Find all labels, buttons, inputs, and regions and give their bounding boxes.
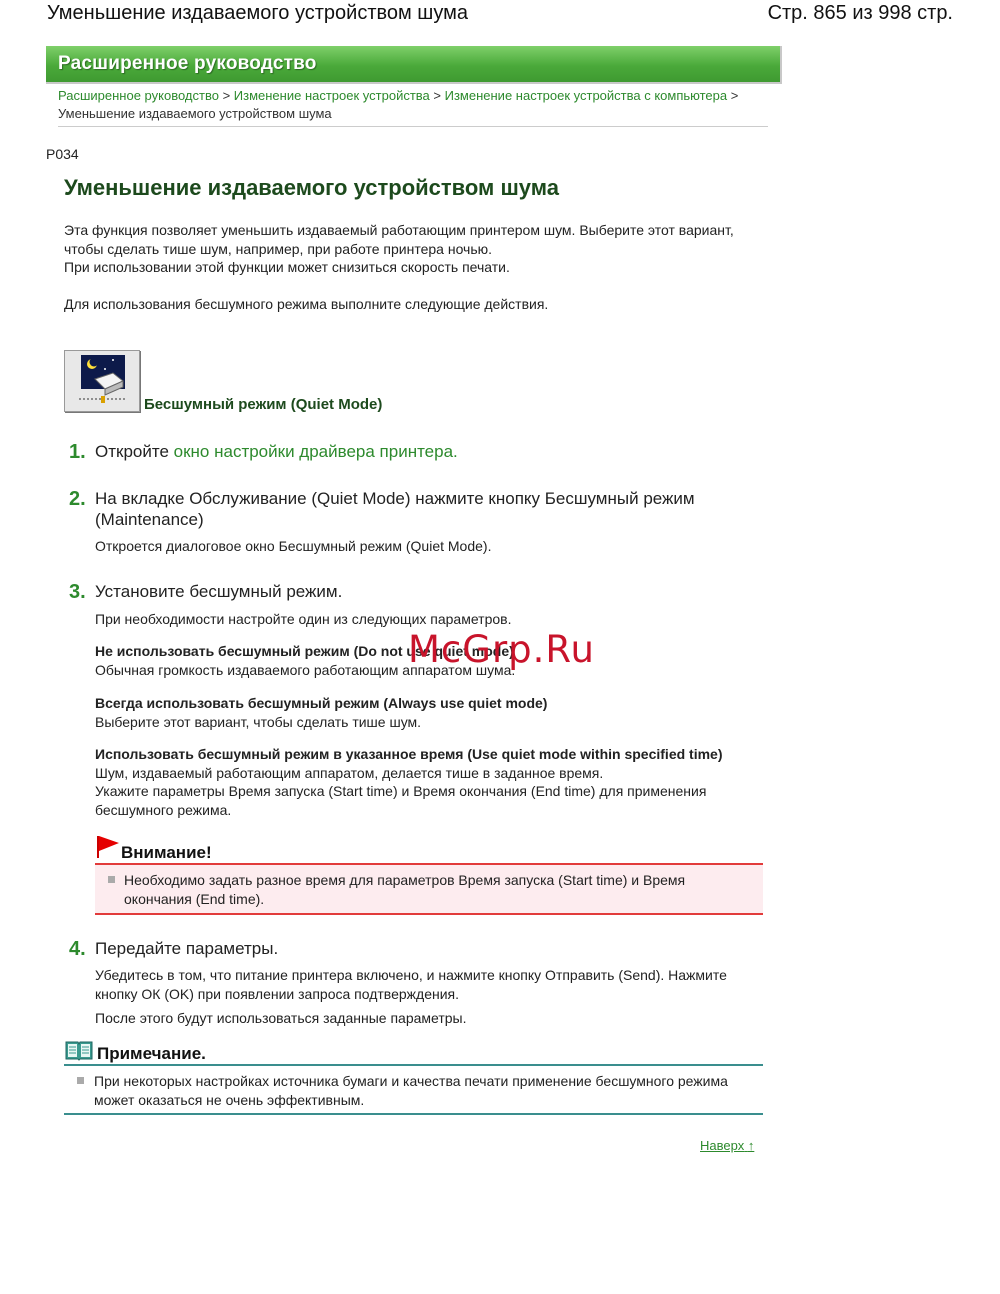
note-text: При некоторых настройках источника бумаги и качества печати применение бесшумного режима может оказаться не очень эффективным.: [94, 1073, 728, 1108]
step-description: Убедитесь в том, что питание принтера включено, и нажмите кнопку Отправить (Send). Нажмите кнопку ОК (OK) при появлении запроса подтверждения.: [95, 967, 727, 1002]
caution-title: Внимание!: [121, 843, 212, 862]
option-text: Укажите параметры Время запуска (Start time) и Время окончания (End time) для применения бесшумного режима.: [95, 783, 707, 818]
intro-paragraph: При использовании этой функции может снизиться скорость печати.: [64, 259, 510, 275]
option-text: Выберите этот вариант, чтобы сделать тише шум.: [95, 713, 422, 730]
arrow-up-icon: ↑: [747, 1138, 755, 1153]
option-text: Шум, издаваемый работающим аппаратом, делается тише в заданное время.: [95, 764, 604, 781]
intro-paragraph: Для использования бесшумного режима выполните следующие действия.: [64, 296, 549, 312]
caution-flag-icon: [95, 834, 121, 865]
note-title: Примечание.: [97, 1044, 206, 1063]
option-block: [95, 745, 765, 819]
step-number: 2.: [69, 488, 86, 510]
step-title: Установите бесшумный режим.: [95, 582, 343, 601]
document-title-header: Уменьшение издаваемого устройством шума: [47, 2, 468, 24]
breadcrumb-link-device-settings[interactable]: Изменение настроек устройства: [233, 88, 430, 103]
quiet-mode-icon: [64, 350, 140, 412]
option-name: Не использовать бесшумный режим (Do not use quiet mode): [95, 643, 514, 659]
step-title: [95, 441, 755, 462]
breadcrumb-link-settings-from-computer[interactable]: Изменение настроек устройства с компьютера: [444, 88, 728, 103]
step-number: 3.: [69, 581, 86, 603]
step-number: 4.: [69, 938, 86, 960]
breadcrumb: [58, 87, 758, 123]
step-title: На вкладке Обслуживание (Quiet Mode) нажмите кнопку Бесшумный режим (Maintenance): [95, 489, 695, 529]
back-to-top-link[interactable]: [700, 1138, 754, 1153]
back-to-top-label: Наверх: [700, 1138, 745, 1153]
option-block: [95, 694, 765, 731]
breadcrumb-separator: >: [222, 88, 231, 103]
breadcrumb-divider: [58, 126, 768, 127]
banner-label: Расширенное руководство: [58, 53, 317, 74]
step-description: После этого будут использоваться заданные параметры.: [95, 1010, 467, 1026]
step-description: Откроется диалоговое окно Бесшумный режим (Quiet Mode).: [95, 538, 492, 554]
breadcrumb-separator: >: [730, 88, 739, 103]
intro-paragraph: Эта функция позволяет уменьшить издаваемый работающим принтером шум. Выберите этот вариант, чтобы сделать тише шум, например, при работе принтера ночью.: [64, 222, 734, 257]
step-title-text: Откройте: [95, 442, 169, 461]
watermark: McGrp.Ru: [408, 628, 595, 671]
option-name: Всегда использовать бесшумный режим (Always use quiet mode): [95, 695, 548, 711]
page-title: Уменьшение издаваемого устройством шума: [64, 175, 559, 200]
bullet-icon: [77, 1077, 84, 1084]
page-code: P034: [46, 146, 79, 162]
caution-text: Необходимо задать разное время для параметров Время запуска (Start time) и Время окончания (End time).: [124, 872, 686, 907]
option-text: Обычная громкость издаваемого работающим аппаратом шума.: [95, 661, 516, 678]
section-banner: [46, 46, 782, 84]
intro-text: [64, 221, 764, 314]
caution-box: [95, 863, 763, 915]
note-box: [64, 1064, 763, 1115]
breadcrumb-current: Уменьшение издаваемого устройством шума: [58, 106, 332, 121]
breadcrumb-separator: >: [433, 88, 441, 103]
quiet-mode-label: Бесшумный режим (Quiet Mode): [144, 396, 383, 413]
bullet-icon: [108, 876, 115, 883]
step-description: При необходимости настройте один из следующих параметров.: [95, 611, 512, 627]
step-title: Передайте параметры.: [95, 939, 279, 958]
breadcrumb-link-advanced-guide[interactable]: Расширенное руководство: [58, 88, 219, 103]
step-number: 1.: [69, 441, 86, 463]
page-counter: Стр. 865 из 998 стр.: [767, 2, 953, 24]
note-book-icon: [65, 1039, 93, 1066]
option-name: Использовать бесшумный режим в указанное время (Use quiet mode within specified time): [95, 746, 723, 762]
printer-driver-settings-link[interactable]: окно настройки драйвера принтера.: [173, 442, 458, 461]
